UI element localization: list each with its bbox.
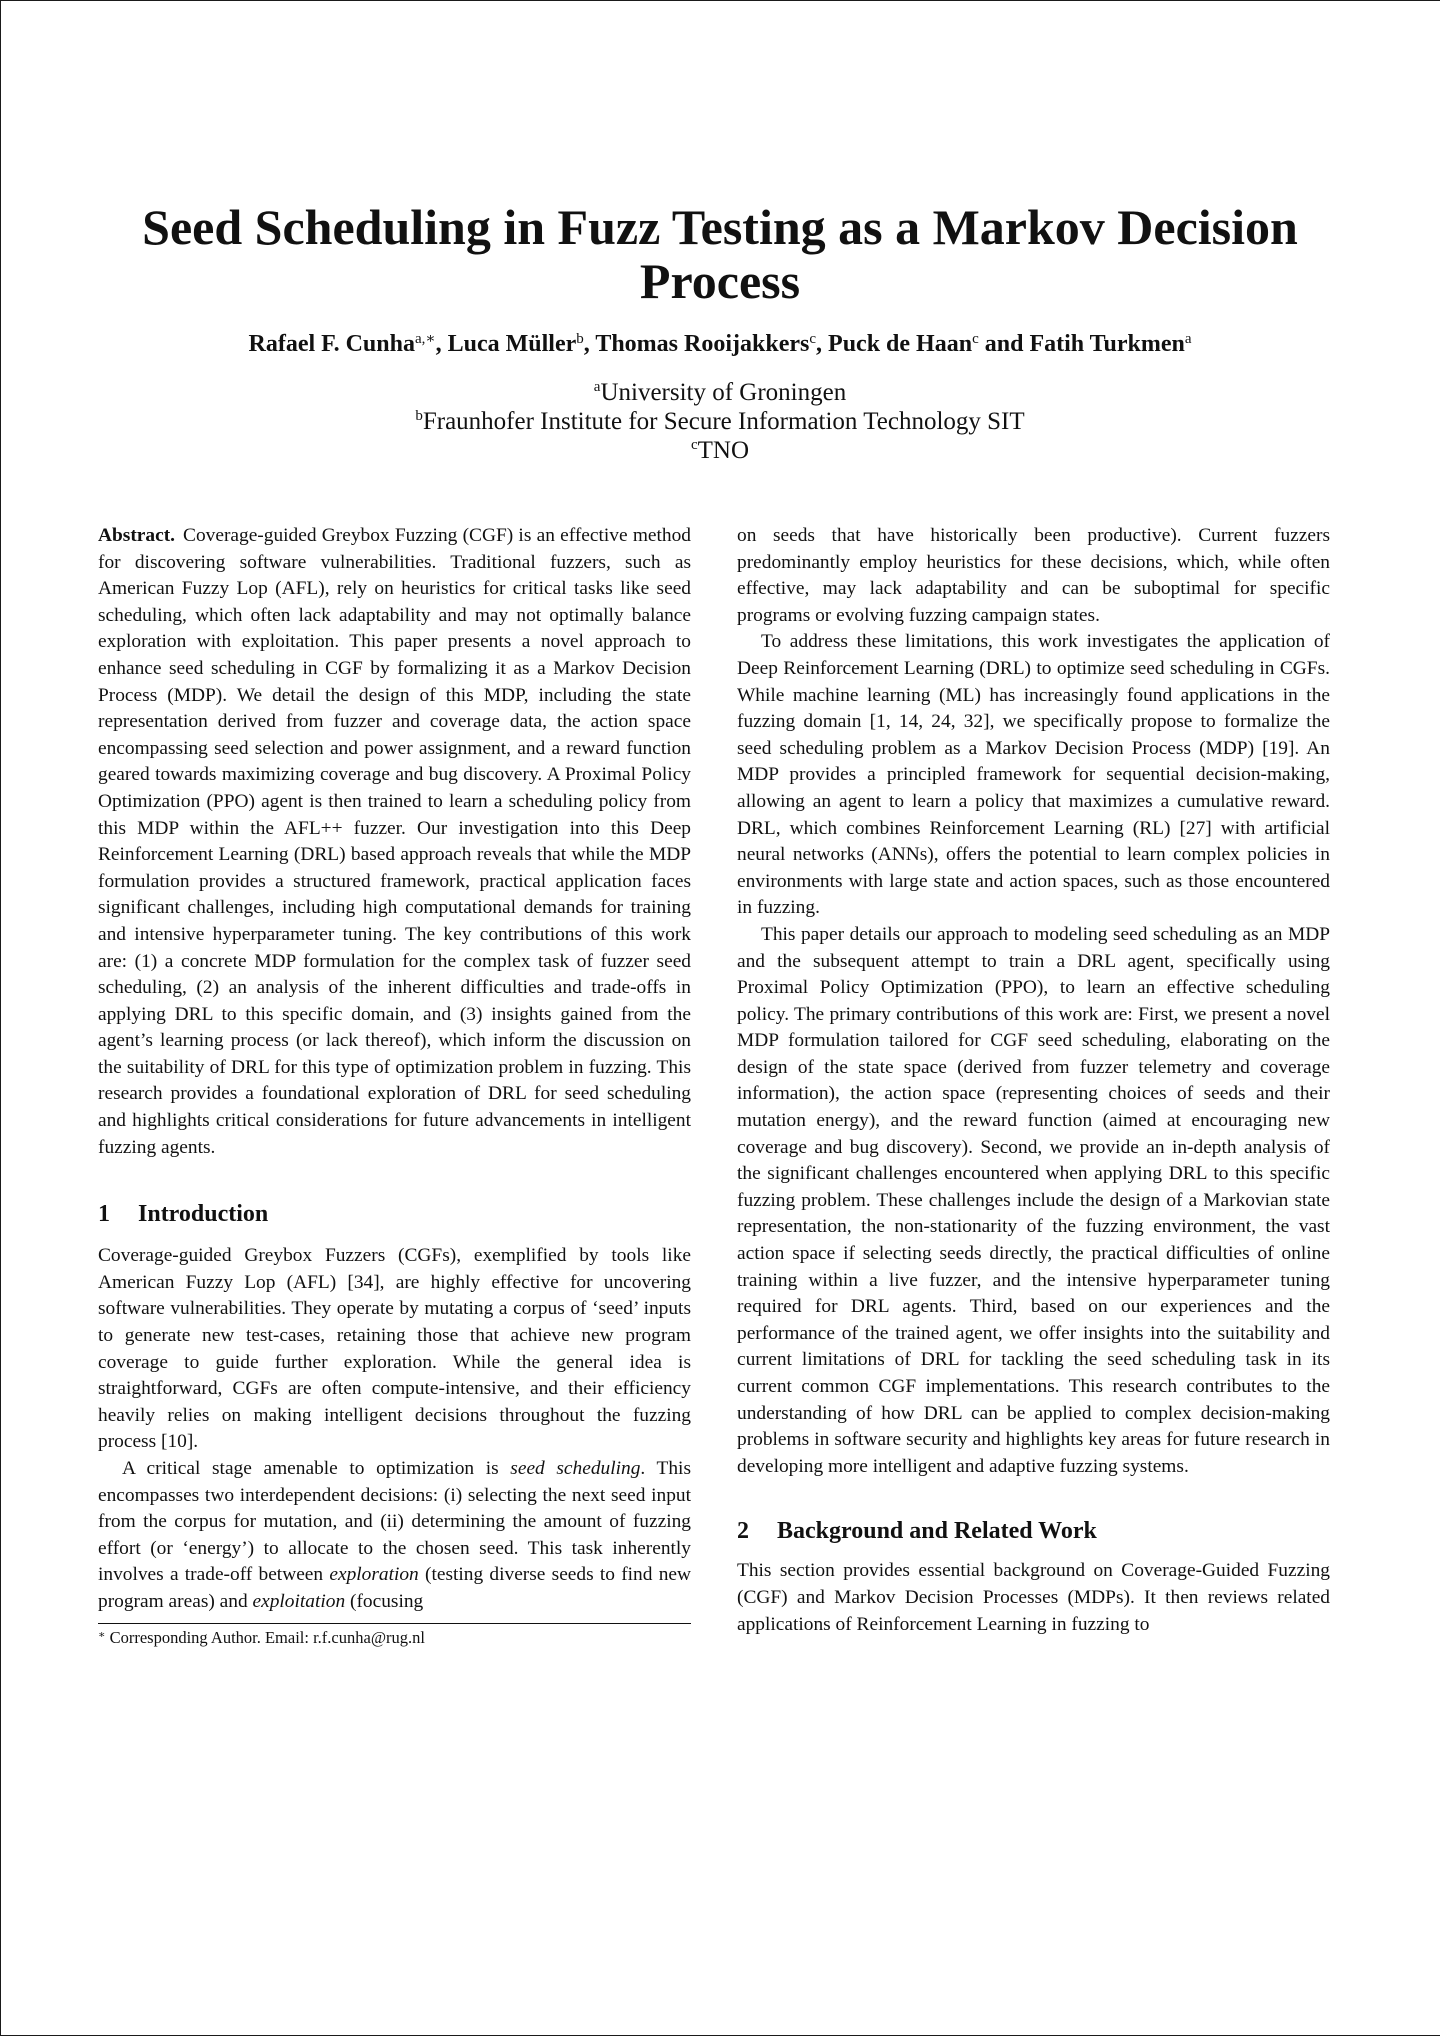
author-separator: , (583, 331, 596, 357)
background-paragraph-1: This section provides essential background on Coverage-Guided Fuzzing (CGF) and Markov Decision Processes (MDPs). It then reviews related applications of Reinforcement Learning in fuzzing to (737, 1560, 1330, 1635)
text-run: (testing diverse seeds to find new program areas) and (98, 1564, 691, 1612)
section-heading-background (737, 1516, 1330, 1546)
affiliation-mark: c (690, 437, 698, 453)
affiliation-list (90, 378, 1350, 465)
text-run: . This encompasses two interdependent decisions: (i) selecting the next seed input from the corpus for mutation, and (ii) determining the amount of fuzzing effort (or ‘energy’) to allocate to the chosen seed. This task inherently involves a trade-off between (98, 1458, 691, 1586)
emphasis-exploration: exploration (329, 1564, 419, 1586)
affiliation-name: Fraunhofer Institute for Secure Information Technology SIT (422, 408, 1025, 435)
emphasis-seed-scheduling: seed scheduling (510, 1458, 641, 1479)
affiliation (90, 407, 1350, 436)
author-name: Luca Müller (447, 331, 577, 357)
page-left-border (0, 0, 1, 2036)
footnote-rule (98, 1623, 691, 1625)
paper-title: Seed Scheduling in Fuzz Testing as a Markov Decision Process (142, 199, 1298, 309)
author-affiliation-mark: c (809, 331, 817, 347)
text-run: A critical stage amenable to optimization is (122, 1458, 511, 1479)
abstract (98, 523, 691, 1161)
intro-paragraph-1: Coverage-guided Greybox Fuzzers (CGFs), exemplified by tools like American Fuzzy Lop (AFL) [34], are highly effective for uncovering software vulnerabilities. They operate by mutating a corpus of ‘seed’ inputs to generate new test-cases, retaining those that achieve new program coverage to guide further exploration. While the general idea is straightforward, CGFs are often compute-intensive, and their efficiency heavily relies on making intelligent decisions throughout the fuzzing process [10]. (98, 1245, 691, 1453)
abstract-label: Abstract. (98, 525, 176, 546)
title-block (90, 200, 1350, 465)
affiliation-name: University of Groningen (600, 379, 847, 406)
section-title: Introduction (138, 1201, 269, 1228)
emphasis-exploitation: exploitation (252, 1590, 346, 1612)
affiliation-mark: b (415, 408, 423, 424)
text-run: (focusing (345, 1590, 424, 1612)
left-column (98, 523, 691, 1649)
author-separator: and (978, 331, 1030, 357)
author-name: Puck de Haan (828, 331, 973, 357)
author-name: Fatih Turkmen (1029, 331, 1185, 357)
author-affiliation-mark: b (576, 331, 584, 347)
intro-paragraph-4: This paper details our approach to modeling seed scheduling as an MDP and the subsequent attempt to train a DRL agent, specifically using Proximal Policy Optimization (PPO), to learn an effective scheduling policy. The primary contributions of this work are: First, we present a novel MDP formulation tailored for CGF seed scheduling, elaborating on the design of the state space (derived from fuzzer telemetry and coverage information), the action space (representing choices of seeds and their mutation energy), and the reward function (aimed at encouraging new coverage and bug discovery). Second, we provide an in-depth analysis of the significant challenges encountered when applying DRL to this specific fuzzing problem. These challenges include the design of a Markovian state representation, the non-stationarity of the fuzzing environment, the vast action space if selecting seeds directly, the practical difficulties of online training within a live fuzzer, and the intensive hyperparameter tuning required for DRL agents. Third, based on our experiences and the performance of the trained agent, we offer insights into the suitability and current limitations of DRL for tackling the seed scheduling task in its current common CGF implementations. This research contributes to the understanding of how DRL can be applied to complex decision-making problems in software security and highlights key areas for future research in developing more intelligent and adaptive fuzzing systems. (737, 923, 1330, 1477)
section-heading-introduction (98, 1199, 691, 1229)
author-affiliation-mark: a (1184, 331, 1192, 347)
intro-paragraph-3: To address these limitations, this work investigates the application of Deep Reinforcement Learning (DRL) to optimize seed scheduling in CGFs. While machine learning (ML) has increasingly found applications in the fuzzing domain [1, 14, 24, 32], we specifically propose to formalize the seed scheduling problem as a Markov Decision Process (MDP) [19]. An MDP provides a principled framework for sequential decision-making, allowing an agent to learn a policy that maximizes a cumulative reward. DRL, which combines Reinforcement Learning (RL) [27] with artificial neural networks (ANNs), offers the potential to learn complex policies in environments with large state and action spaces, such as those encountered in fuzzing. (737, 631, 1330, 919)
author-separator: , (816, 331, 829, 357)
author-separator: , (435, 331, 448, 357)
abstract-text: Coverage-guided Greybox Fuzzing (CGF) is an effective method for discovering software vulnerabilities. Traditional fuzzers, such as American Fuzzy Lop (AFL), rely on heuristics for critical tasks like seed scheduling, which often lack adaptability and may not optimally balance exploration with exploitation. This paper presents a novel approach to enhance seed scheduling in CGF by formalizing it as a Markov Decision Process (MDP). We detail the design of this MDP, including the state representation derived from fuzzer and coverage data, the action space encompassing seed selection and power assignment, and a reward function geared towards maximizing coverage and bug discovery. A Proximal Policy Optimization (PPO) agent is then trained to learn a scheduling policy from this MDP within the AFL++ fuzzer. Our investigation into this Deep Reinforcement Learning (DRL) based approach reveals that while the MDP formulation provides a structured framework, practical application faces significant challenges, including high computational demands for training and intensive hyperparameter tuning. The key contributions of this work are: (1) a concrete MDP formulation for the complex task of fuzzer seed scheduling, (2) an analysis of the inherent difficulties and trade-offs in applying DRL to this specific domain, and (3) insights gained from the agent’s learning process (or lack thereof), which inform the discussion on the suitability of DRL for this type of optimization problem in fuzzing. This research provides a foundational exploration of DRL for seed scheduling and highlights critical considerations for future advancements in intelligent fuzzing agents. (98, 525, 691, 1158)
affiliation (90, 436, 1350, 465)
author-name: Rafael F. Cunha (248, 331, 415, 357)
right-column (737, 523, 1330, 1638)
affiliation (90, 378, 1350, 407)
section-number: 1 (98, 1201, 110, 1228)
author-affiliation-mark: c (972, 331, 979, 347)
author-affiliation-mark: a,∗ (414, 331, 436, 347)
footnote (98, 1627, 691, 1649)
footnote-mark: ∗ (98, 1629, 106, 1642)
intro-paragraph-2 (98, 1456, 691, 1616)
footnote-text: Corresponding Author. Email: r.f.cunha@rug.nl (109, 1628, 425, 1648)
author-list (90, 328, 1350, 360)
affiliation-name: TNO (697, 437, 750, 464)
author-name: Thomas Rooijakkers (595, 331, 810, 357)
intro-paragraph-2-continued: on seeds that have historically been productive). Current fuzzers predominantly employ heuristics for these decisions, which, while often effective, may lack adaptability and can be suboptimal for specific programs or evolving fuzzing campaign states. (737, 525, 1330, 626)
section-number: 2 (737, 1518, 749, 1545)
affiliation-mark: a (593, 379, 601, 395)
page-top-border (0, 0, 1440, 1)
section-title: Background and Related Work (777, 1518, 1097, 1545)
